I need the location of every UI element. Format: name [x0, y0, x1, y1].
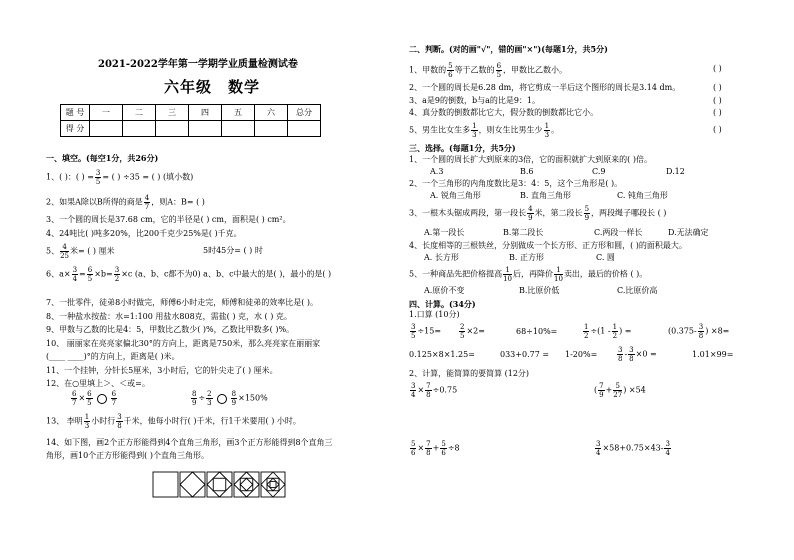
- p3-q4: 4、长度相等的三根铁丝，分别做成一个长方形、正方形和圆，( )的面积最大。: [409, 241, 687, 250]
- calc-8: 1-20%=: [565, 350, 598, 359]
- score-header: 二: [123, 105, 156, 121]
- calc-expr-4: $\frac{3}{4}$ ×58+0.75×43- $\frac{3}{4}$: [596, 440, 670, 457]
- calc-6: 0.125×8×1.25=: [409, 350, 475, 359]
- p1-q14b: 角形，画10个正方形能得到( )个直角三角形。: [46, 451, 209, 460]
- p1-q12-left: $\frac{6}{7}$ × $\frac{6}{5}$ $\frac{6}{7}$: [72, 390, 117, 407]
- part1-heading: 一、填空。(每空1分，共26分): [46, 153, 159, 163]
- calc-expr-2: ( $\frac{7}{9}$ + $\frac{5}{27}$ ) ×54: [594, 382, 646, 399]
- p3-q5-opt[interactable]: A.原价不变: [424, 286, 465, 295]
- calc-expr-3: $\frac{5}{6}$ × $\frac{7}{8}$ + $\frac{5}{6}$ ÷8: [411, 440, 460, 457]
- p1-q2: 2、如果A除以B所得的商是 $\frac{4}{7}$ ，则A：B= ( ): [46, 194, 205, 211]
- p1-q8: 8、一种盐水按盐：水=1:100 用盐水808克，需盐( ) 克，水 ( ) 克。: [46, 312, 292, 321]
- p3-q2-opt[interactable]: A. 锐角三角形: [430, 191, 481, 200]
- calc-9: $\frac{3}{8}$ - $\frac{3}{8}$ ×0 =: [618, 346, 657, 363]
- score-header: 题 号: [61, 105, 90, 121]
- part3-heading: 三、选择。(每题1分，共5分): [409, 143, 516, 153]
- p3-q1-opt[interactable]: C.9: [592, 167, 606, 176]
- part2-heading: 二、判断。(对的画"√"，错的画"×")(每题1分，共5分): [409, 44, 608, 54]
- exam-title: 2021-2022学年第一学期学业质量检测试卷: [98, 59, 298, 70]
- p2-q4: 4、真分数的倒数都比它大，假分数的倒数都比它小。: [409, 108, 599, 117]
- answer-blank[interactable]: ( ): [713, 83, 722, 92]
- p3-q4-opt[interactable]: B. 正方形: [509, 253, 544, 262]
- nested-squares-figure: [152, 471, 286, 498]
- p3-q5-opt[interactable]: C.比原价高: [617, 286, 658, 295]
- score-cell[interactable]: [288, 121, 321, 137]
- calc-7: 033+0.77 =: [500, 350, 550, 359]
- score-row-label: 得 分: [61, 121, 90, 137]
- score-cell[interactable]: [123, 121, 156, 137]
- score-header: 总分: [288, 105, 321, 121]
- calc-4: $\frac{1}{2}$ ÷(1 - $\frac{1}{2}$ ) =: [584, 323, 632, 340]
- score-header: 三: [156, 105, 189, 121]
- score-header: 六: [255, 105, 288, 121]
- compare-circle[interactable]: [217, 394, 227, 404]
- p1-q12: 12、在○里填上＞、＜或=。: [46, 379, 150, 388]
- p2-q1: 1、甲数的 $\frac{5}{6}$ 等于乙数的 $\frac{6}{5}$ ，甲数比乙数小。: [409, 62, 568, 79]
- score-header: 四: [189, 105, 222, 121]
- p1-q11: 11、一个挂钟，分针长5厘米，3小时后，它的针尖走了( ) 厘米。: [46, 366, 278, 375]
- answer-blank[interactable]: ( ): [713, 64, 722, 73]
- p3-q1-opt[interactable]: A.3: [430, 167, 444, 176]
- calc-5: (0.375- $\frac{3}{8}$ ) ×8=: [668, 323, 730, 340]
- p1-q9: 9、甲数与乙数的比是4：5，甲数比乙数少( )%，乙数比甲数多( )%。: [46, 325, 295, 334]
- p1-q3: 3、一个圆的周长是37.68 cm，它的半径是( ) cm，面积是( ) cm²。: [46, 215, 291, 224]
- p3-q3-opt[interactable]: D.无法确定: [668, 228, 709, 237]
- p1-q5: 5、 $\frac{4}{25}$ 米= ( ) 厘米: [46, 243, 115, 260]
- answer-blank[interactable]: ( ): [713, 125, 722, 134]
- compare-circle[interactable]: [97, 394, 107, 404]
- p2-q2: 2、一个圆的周长是6.28 dm，将它剪成一半后这个图形的周长是3.14 dm。: [409, 83, 681, 92]
- p1-q5-time: 5时45分= ( ) 时: [203, 246, 263, 255]
- p2-q3: 3、a是9的倒数，b与a的比是9：1。: [409, 96, 541, 105]
- p3-q3-opt[interactable]: B.第二段长: [503, 228, 544, 237]
- p1-q10a: 10、 丽丽家在亮亮家偏北30°的方向上，距离是750米，那么亮亮家在丽丽家: [46, 339, 321, 348]
- score-cell[interactable]: [156, 121, 189, 137]
- p3-q1-opt[interactable]: B.6: [520, 167, 534, 176]
- p1-q14a: 14、如下图，画2个正方形能得到4个直角三角形，画3个正方形能得到8个直角三: [46, 438, 333, 447]
- p3-q1-opt[interactable]: D.12: [666, 167, 685, 176]
- p1-q10b: (____ ____)°的方向上，距离是( )米。: [46, 352, 180, 361]
- score-header: 一: [90, 105, 123, 121]
- calc-10: 1.01×99=: [692, 350, 734, 359]
- p3-q3: 3、一根木头锯成两段，第一段长 $\frac{4}{9}$ 米，第二段长 $\frac{5}{9}$ ，两段绳子哪段长 ( ): [409, 205, 667, 222]
- p3-q3-opt[interactable]: A.第一段长: [424, 228, 465, 237]
- score-cell[interactable]: [222, 121, 255, 137]
- p4-sub2: 2、计算，能简算的要简算 (12分): [409, 369, 530, 378]
- p3-q3-opt[interactable]: C.两段一样长: [594, 228, 643, 237]
- calc-2: $\frac{2}{5}$ ×2=: [460, 323, 485, 340]
- p3-q5-opt[interactable]: B.比原价低: [519, 286, 560, 295]
- p3-q2: 2、一个三角形的内角度数比是3：4：5，这个三角形是( )。: [409, 179, 623, 188]
- p1-q6: 6、a× $\frac{3}{4}$ = $\frac{6}{5}$ ×b= $\frac{3}{2}$ ×c (a、b、c都不为0) a、b、c中最大的是( )，最小的是( ): [46, 266, 332, 283]
- p1-q1: 1、( )：( ) = $\frac{3}{5}$ = ( ) ÷35 = ( ) (填小数): [46, 169, 194, 186]
- score-cell[interactable]: [90, 121, 123, 137]
- calc-3: 68÷10%=: [516, 327, 558, 336]
- score-header: 五: [222, 105, 255, 121]
- p3-q2-opt[interactable]: B. 直角三角形: [520, 191, 571, 200]
- score-header-row: [61, 105, 321, 121]
- p1-q12-right: $\frac{8}{9}$ ÷ $\frac{2}{3}$ $\frac{8}{9}$ ×150%: [192, 390, 268, 407]
- answer-blank[interactable]: ( ): [713, 96, 722, 105]
- p1-q7: 7、一批零件，徒弟8小时做完，师傅6小时走完，师傅和徒弟的效率比是( )。: [46, 298, 319, 307]
- p3-q1: 1、一个圆的周长扩大到原来的3倍，它的面积就扩大到原来的( )倍。: [409, 155, 652, 164]
- p1-q13: 13、 李明 $\frac{1}{3}$ 小时行 $\frac{3}{8}$ 千米，他每小时行( )千米，行1千米要用( ) 小时。: [46, 413, 301, 430]
- p3-q4-opt[interactable]: A. 长方形: [424, 253, 459, 262]
- score-value-row: [61, 121, 321, 137]
- answer-blank[interactable]: ( ): [713, 108, 722, 117]
- p2-q5: 5、男生比女生多 $\frac{1}{3}$ ，则女生比男生少 $\frac{1}{3}$ 。: [409, 122, 560, 139]
- p3-q2-opt[interactable]: C. 钝角三角形: [617, 191, 668, 200]
- score-cell[interactable]: [189, 121, 222, 137]
- p3-q5: 5、一种商品先把价格提高 $\frac{1}{10}$ 后，再降价 $\frac{1}{10}$ 卖出，最后的价格 ( )。: [409, 266, 648, 283]
- calc-expr-1: $\frac{3}{4}$ × $\frac{7}{8}$ ÷0.75: [411, 382, 458, 399]
- exam-subtitle: 六年级 数学: [164, 78, 261, 96]
- p1-q4: 4、24吨比( )吨多20%，比200千克少25%是( )千克。: [46, 229, 242, 238]
- score-cell[interactable]: [255, 121, 288, 137]
- p4-sub1: 1.口算 (10分): [409, 310, 460, 319]
- calc-1: $\frac{3}{5}$ ÷15=: [411, 323, 442, 340]
- fraction: $\frac{3}{5}$: [95, 169, 101, 186]
- part4-heading: 四、计算。(34分): [409, 299, 476, 309]
- p3-q4-opt[interactable]: C. 圆: [596, 253, 615, 262]
- score-table: [60, 104, 321, 137]
